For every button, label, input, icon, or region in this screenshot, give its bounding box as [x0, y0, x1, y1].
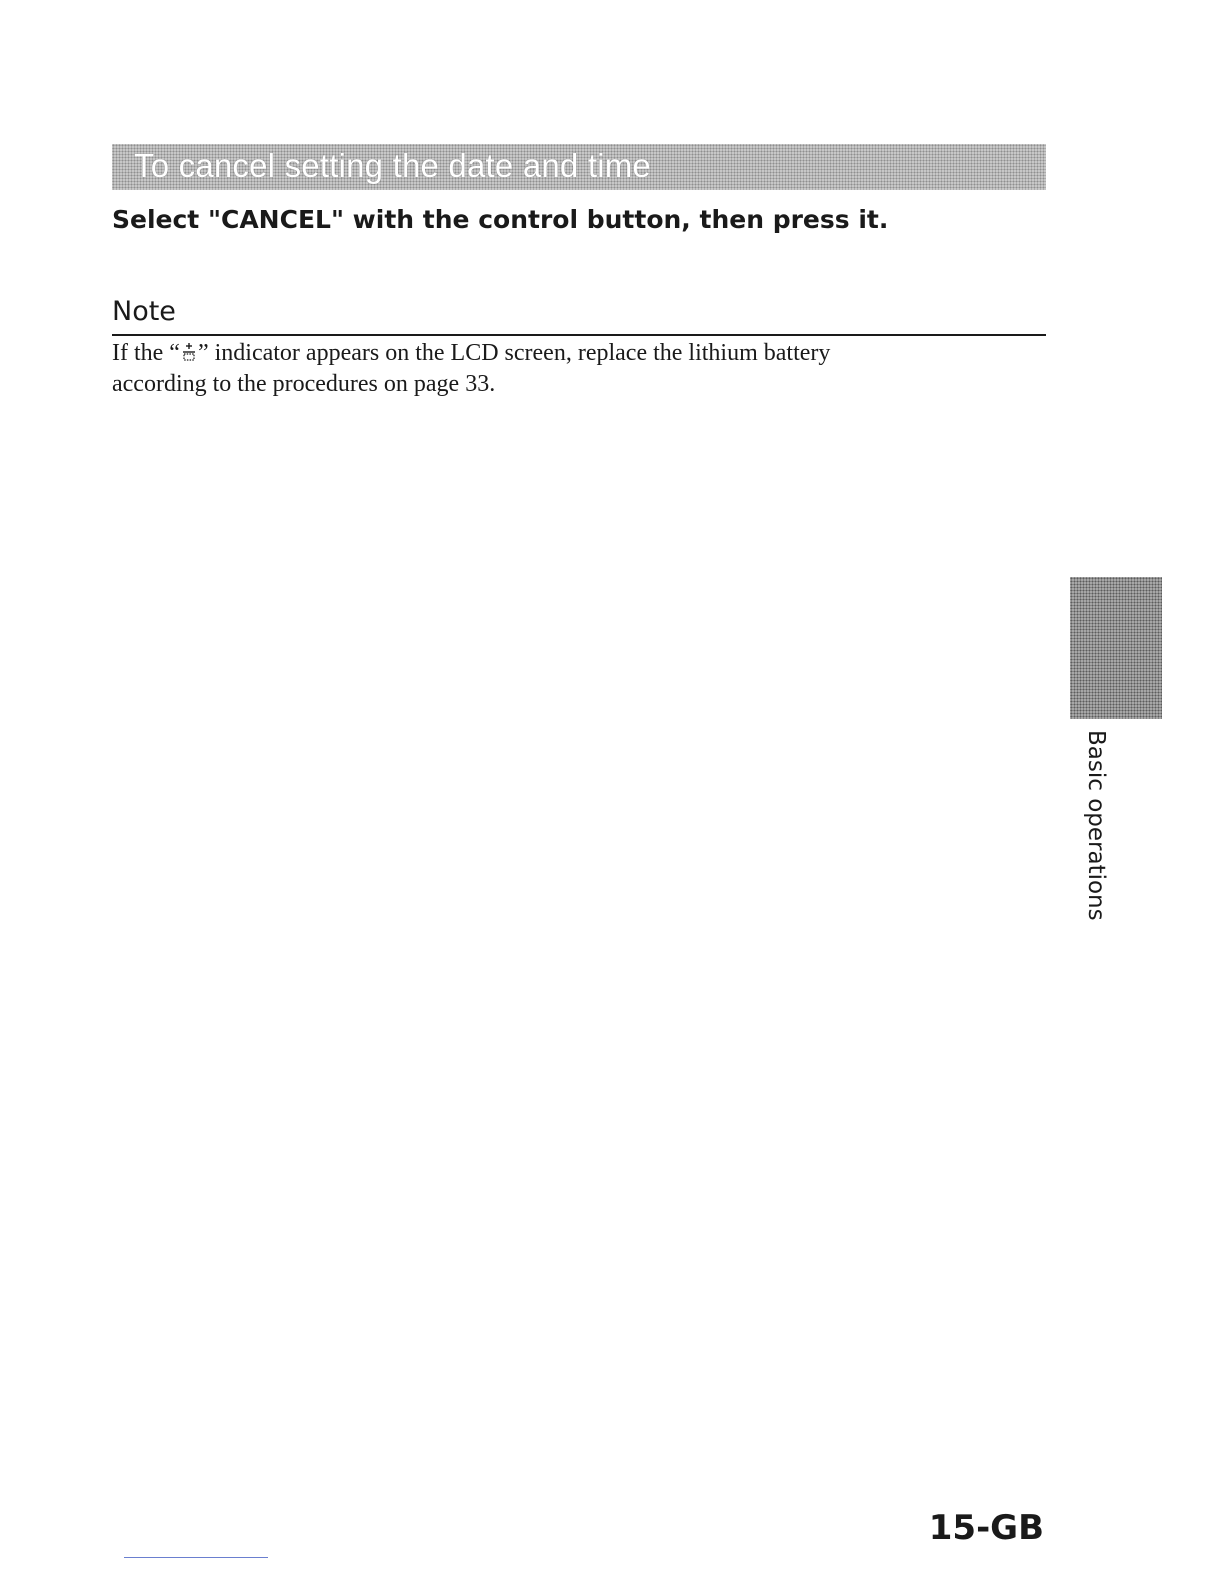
side-tab — [1082, 730, 1110, 940]
page-number: 15-GB — [928, 1508, 1044, 1548]
note-line-1 — [112, 338, 1032, 369]
note-body — [112, 338, 1032, 400]
lithium-battery-icon — [180, 340, 198, 360]
note-line-1-start: If the “ — [112, 340, 180, 366]
footer-rule — [124, 1557, 268, 1558]
section-header-bar — [112, 144, 1046, 190]
note-line-1-end: ” indicator appears on the LCD screen, replace the lithium battery — [197, 340, 831, 366]
side-tab-label: Basic operations — [1083, 730, 1109, 921]
note-line-2: according to the procedures on page 33. — [112, 371, 496, 397]
note-divider — [112, 334, 1046, 336]
side-tab-marker — [1070, 577, 1162, 719]
instruction-text: Select "CANCEL" with the control button, then press it. — [112, 205, 889, 234]
note-heading: Note — [112, 296, 176, 327]
section-title: To cancel setting the date and time — [134, 147, 651, 184]
